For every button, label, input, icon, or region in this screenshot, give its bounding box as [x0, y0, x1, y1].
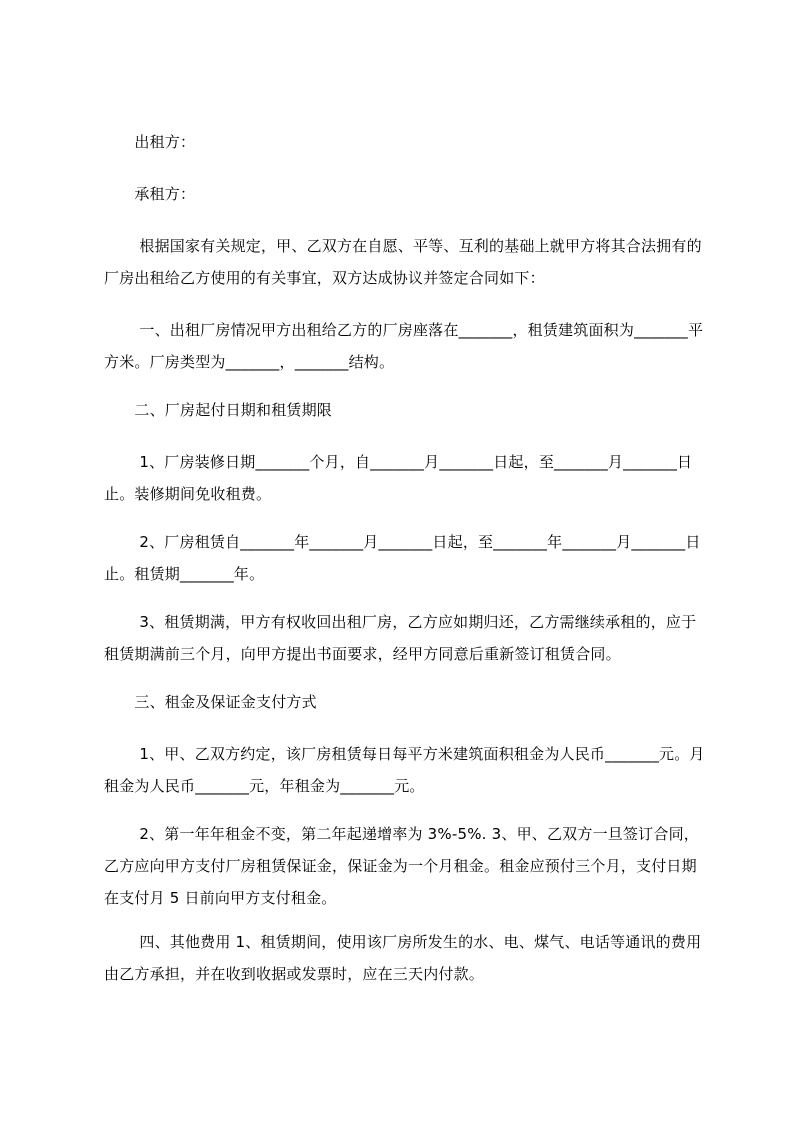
section-4-paragraph: 四、其他费用 1、租赁期间，使用该厂房所发生的水、电、煤气、电话等通讯的费用由乙方承担，并在收到收据或发票时，应在三天内付款。	[104, 933, 702, 983]
section-2-item-3: 3、租赁期满，甲方有权收回出租厂房，乙方应如期归还，乙方需继续承租的，应于租赁期满前三个月，向甲方提出书面要求，经甲方同意后重新签订租赁合同。	[104, 613, 697, 663]
intro-paragraph: 根据国家有关规定，甲、乙双方在自愿、平等、互利的基础上就甲方将其合法拥有的厂房出租给乙方使用的有关事宜，双方达成协议并签定合同如下：	[104, 237, 702, 287]
section-2-item-1: 1、厂房装修日期_______个月，自_______月_______日起，至_______月_______日止。装修期间免收租费。	[104, 453, 693, 503]
section-3-heading: 三、租金及保证金支付方式	[104, 693, 317, 711]
lessor-line: 出租方：	[104, 133, 196, 151]
section-3-item-2: 2、第一年年租金不变，第二年起递增率为 3%-5%. 3、甲、乙双方一旦签订合同， 乙方应向甲方支付厂房租赁保证金，保证金为一个月租金。租金应预付三个月，支付日期在支付月 5 日前向甲方支付租金。	[104, 825, 704, 907]
lessee-line: 承租方：	[104, 185, 196, 203]
section-3-item-1: 1、甲、乙双方约定，该厂房租赁每日每平方米建筑面积租金为人民币_______元。月租金为人民币_______元，年租金为_______元。	[104, 745, 705, 795]
section-2-item-2: 2、厂房租赁自_______年_______月_______日起，至_______年_______月_______日止。租赁期_______年。	[104, 533, 701, 583]
section-1-paragraph: 一、出租厂房情况甲方出租给乙方的厂房座落在_______，租赁建筑面积为_______平方米。厂房类型为_______，_______结构。	[104, 321, 704, 371]
section-2-heading: 二、厂房起付日期和租赁期限	[104, 401, 333, 419]
